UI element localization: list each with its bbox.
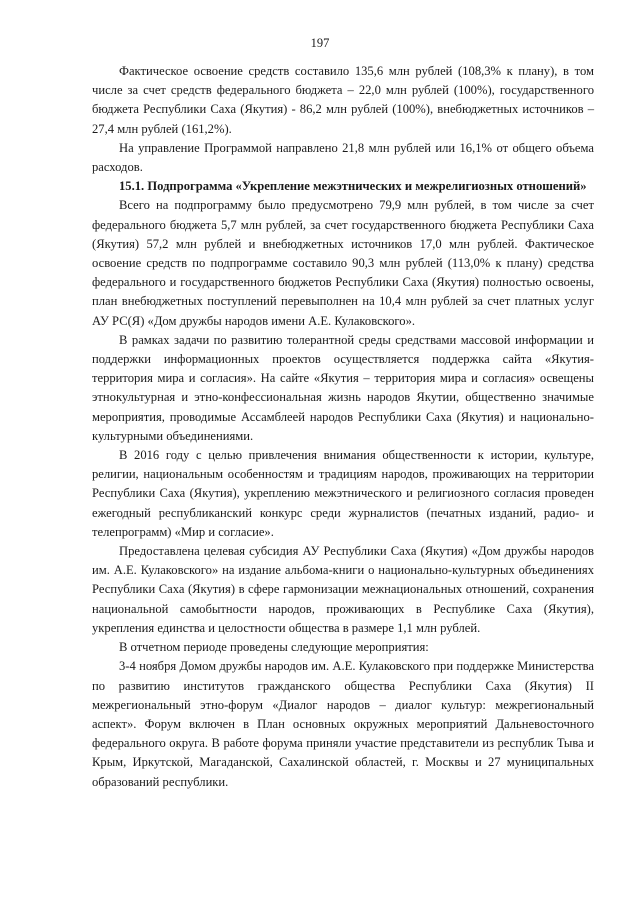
paragraph-funding-actual: Фактическое освоение средств составило 135,6 млн рублей (108,3% к плану), в том числе за счет средств федерального бюджета – 22,0 млн рублей (100%), государственного бюджета Республики Саха (Якутия) - 86,2 млн рублей (100%), внебюджетных источников – 27,4 млн рублей (161,2%). (92, 64, 594, 136)
paragraph-subprogram-funding: Всего на подпрограмму было предусмотрено 79,9 млн рублей, в том числе за счет федерального бюджета 5,7 млн рублей, за счет государственного бюджета Республики Саха (Якутия) 57,2 млн рублей и внебюджетных источников 17,0 млн рублей. Фактическое освоение средств по подпрограмме составило 90,3 млн рублей (113,0% к плану) средства федерального и государственного бюджетов Республики Саха (Якутия) полностью освоены, план внебюджетных поступлений перевыполнен на 10,4 млн рублей за счет платных услуг АУ РС(Я) «Дом дружбы народов имени А.Е. Кулаковского». (92, 198, 594, 328)
paragraph-events-intro: В отчетном периоде проведены следующие мероприятия: (119, 640, 429, 655)
page-number: 197 (310, 36, 330, 50)
paragraph-management-costs: На управление Программой направлено 21,8 млн рублей или 16,1% от общего объема расходов. (92, 140, 594, 175)
section-heading-15-1: 15.1. Подпрограмма «Укрепление межэтнических и межрелигиозных отношений» (119, 179, 587, 194)
paragraph-journalist-contest: В 2016 году с целью привлечения внимания общественности к истории, культуре, религии, национальным особенностям и традициям народов, проживающих на территории Республики Саха (Якутия), укреплению межэтнического и религиозного согласия проведен ежегодный республиканский конкурс среди журналистов (печатных изданий, радио- и телепрограмм) «Мир и согласие». (92, 448, 594, 539)
document-body (92, 62, 594, 792)
paragraph-media-support: В рамках задачи по развитию толерантной среды средствами массовой информации и поддержки информационных проектов осуществляется поддержка сайта «Якутия-территория мира и согласия». На сайте «Якутия – территория мира и согласия» освещены этнокультурная и этно-конфессиональная жизнь народов Якутии, общественно значимые мероприятия, проводимые Ассамблеей народов Республики Саха (Якутия) и национально-культурными объединениями. (92, 332, 594, 443)
paragraph-ethno-forum: 3-4 ноября Домом дружбы народов им. А.Е. Кулаковского при поддержке Министерства по развитию институтов гражданского общества Республики Саха (Якутия) II межрегиональный этно-форум «Диалог народов – диалог культур: межрегиональный аспект». Форум включен в План основных окружных мероприятий Дальневосточного федерального округа. В работе форума приняли участие представители из республик Тыва и Крым, Иркутской, Магаданской, Сахалинской областей, г. Москвы и 27 муниципальных образований республики. (92, 659, 594, 789)
paragraph-subsidy: Предоставлена целевая субсидия АУ Республики Саха (Якутия) «Дом дружбы народов им. А.Е. Кулаковского» на издание альбома-книги о национально-культурных объединениях Республики Саха (Якутия) в сфере гармонизации межнациональных отношений, сохранения национальной самобытности народов, проживающих в Республике Саха (Якутия), укрепления единства и целостности общества в размере 1,1 млн рублей. (92, 544, 594, 635)
